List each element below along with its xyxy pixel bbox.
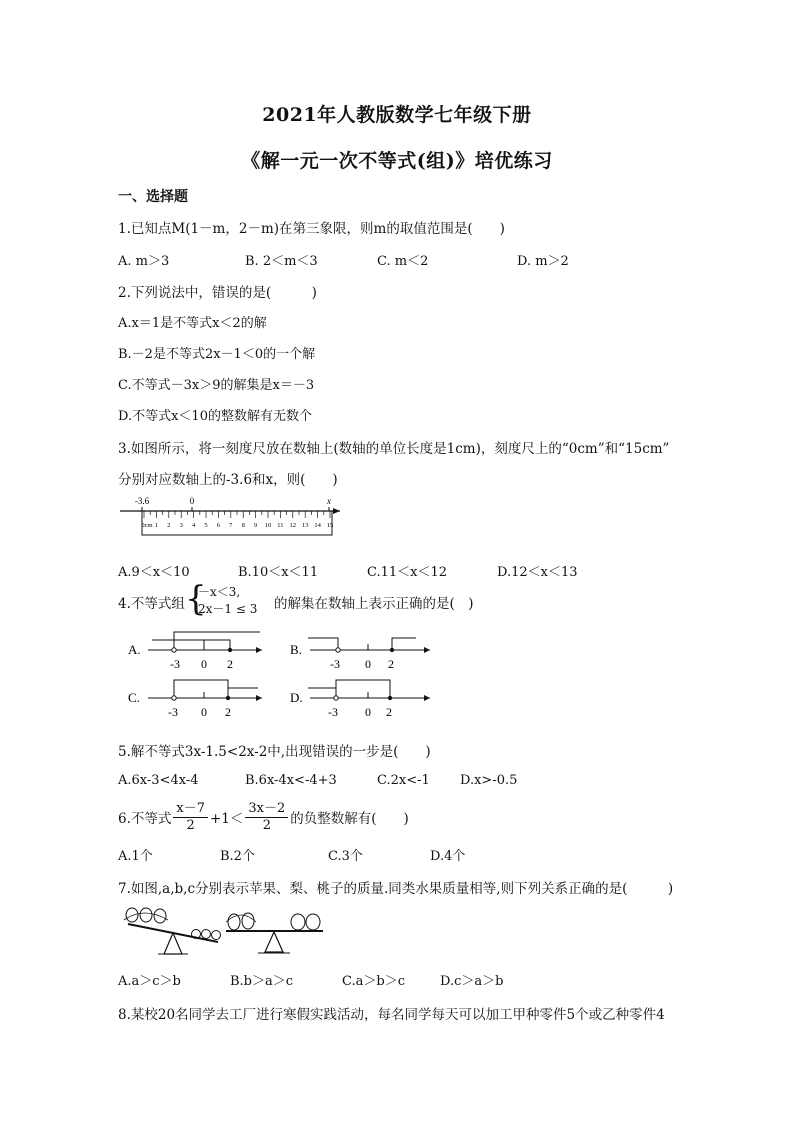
peach-icon <box>212 931 221 940</box>
ruler-label: 11 <box>277 522 284 529</box>
fig-b-ray-left <box>308 638 338 650</box>
q6-fraction-2 <box>245 801 288 834</box>
q2-option-b: B.－2是不等式2x－1＜0的一个解 <box>118 347 316 362</box>
fig-a-open-dot <box>172 648 176 652</box>
q6-option-d: D.4个 <box>430 849 466 864</box>
fig-a-arrow <box>256 647 262 653</box>
fig-b-tick-2: 2 <box>388 657 394 671</box>
ruler-label: 15 <box>326 522 334 529</box>
ruler-label: 13 <box>301 522 309 529</box>
q2-option-c: C.不等式－3x＞9的解集是x＝－3 <box>118 378 315 393</box>
ruler-label: 0cm <box>141 522 153 529</box>
ruler-labels <box>141 522 333 529</box>
fig-b-solid-dot <box>390 648 394 652</box>
q5-option-b: B.6x-4x<-4+3 <box>245 773 337 788</box>
q7-option-c: C.a＞b＞c <box>342 974 405 989</box>
ruler-label: 10 <box>264 522 272 529</box>
fig-b-ray-right <box>392 638 416 650</box>
fig-b-arrow <box>424 647 430 653</box>
ruler-label: 14 <box>314 522 321 529</box>
fig-d-letter: D. <box>290 690 303 705</box>
q7-option-b: B.b＞a＞c <box>230 974 294 989</box>
fig-b-tick-0: 0 <box>365 657 371 671</box>
ruler-label: 9 <box>253 522 258 529</box>
fig-a-tick-minus-3: -3 <box>170 657 180 671</box>
question-8: 8.某校20名同学去工厂进行寒假实践活动，每名同学每天可以加工甲种零件5个或乙种零件4 <box>118 1007 665 1023</box>
q6-option-b: B.2个 <box>220 849 255 864</box>
q6-middle: +1＜ <box>210 811 244 827</box>
q7-option-d: D.c＞a＞b <box>440 974 504 989</box>
fig-a-ray-right <box>152 640 230 650</box>
fig-b-tick-minus-3: -3 <box>330 657 340 671</box>
peach-icon <box>202 930 211 939</box>
fig-d-tick-2: 2 <box>386 705 392 719</box>
ruler-label: 5 <box>204 522 208 529</box>
fig-d-solid-dot <box>388 696 392 700</box>
q3-option-d: D.12＜x＜13 <box>497 565 578 580</box>
fig-a-tick-2: 2 <box>227 657 233 671</box>
q6-option-c: C.3个 <box>328 849 363 864</box>
q3-option-a: A.9＜x＜10 <box>118 565 190 580</box>
question-7: 7.如图,a,b,c分别表示苹果、梨、桃子的质量.同类水果质量相等,则下列关系正确的是( ) <box>118 881 674 897</box>
balance-scales-figure <box>118 902 330 960</box>
fig-c-tick-0: 0 <box>201 705 207 719</box>
ruler-label: 6 <box>216 522 221 529</box>
q5-option-a: A.6x-3<4x-4 <box>118 773 199 788</box>
question-1: 1.已知点M(1－m，2－m)在第三象限，则m的取值范围是( ) <box>118 221 505 237</box>
axis-label-x: x <box>327 496 331 506</box>
fig-c-open-dot <box>172 696 176 700</box>
fig-d-tick-0: 0 <box>365 705 371 719</box>
question-3-line1: 3.如图所示，将一刻度尺放在数轴上(数轴的单位长度是1cm)，刻度尺上的“0cm”和“15cm” <box>118 441 670 457</box>
question-2: 2.下列说法中，错误的是( ) <box>118 285 317 301</box>
ruler-label: 12 <box>289 522 297 529</box>
fig-b-open-dot <box>336 648 340 652</box>
q4-number-line-figures <box>120 622 440 722</box>
q6-fraction-1 <box>173 801 208 834</box>
ruler-label: 2 <box>167 522 171 529</box>
question-4-suffix: 的解集在数轴上表示正确的是( ) <box>274 596 474 612</box>
apple-icon <box>306 914 320 930</box>
fig-a-letter: A. <box>128 642 141 657</box>
q7-option-a: A.a＞c＞b <box>118 974 181 989</box>
left-fulcrum <box>164 933 182 954</box>
question-5: 5.解不等式3x-1.5<2x-2中,出现错误的一步是( ) <box>118 744 431 760</box>
fig-d-ray-middle <box>336 680 390 698</box>
ruler-label: 3 <box>179 522 183 529</box>
ruler-number-line-figure <box>118 494 344 542</box>
fig-d-tick-minus-3: -3 <box>328 705 338 719</box>
q1-option-d: D. m＞2 <box>517 254 569 269</box>
q6-suffix: 的负整数解有( ) <box>290 811 409 827</box>
apple-icon <box>126 908 138 922</box>
ruler-label: 7 <box>229 522 233 529</box>
ruler-label: 8 <box>241 522 245 529</box>
fig-a-solid-dot <box>228 648 232 652</box>
system-line-1: －x＜3, <box>198 585 241 599</box>
fig-c-solid-dot <box>226 696 230 700</box>
fig-c-arrow <box>256 695 262 701</box>
fig-c-tick-minus-3: -3 <box>168 705 178 719</box>
fig-a-ray-left <box>174 632 260 650</box>
fig-d-ray-left <box>308 688 336 698</box>
question-4-prefix: 4.不等式组 <box>118 596 185 612</box>
page-subtitle: 《解一元一次不等式(组)》培优练习 <box>241 150 553 172</box>
system-line-2: 2x－1 ≤ 3 <box>198 602 258 616</box>
fig-a-tick-0: 0 <box>201 657 207 671</box>
q1-option-a: A. m＞3 <box>118 254 170 269</box>
q6-fraction-2-numerator: 3x－2 <box>245 801 288 818</box>
q3-option-c: C.11＜x＜12 <box>367 565 448 580</box>
q6-prefix: 6.不等式 <box>118 811 172 827</box>
number-line-arrow <box>333 508 340 514</box>
axis-label-minus-3-6: -3.6 <box>134 496 150 506</box>
fig-d-arrow <box>424 695 430 701</box>
fig-c-letter: C. <box>128 690 140 705</box>
q6-fraction-2-denominator: 2 <box>262 817 271 833</box>
system-brace: { <box>185 579 207 619</box>
q2-option-a: A.x＝1是不等式x＜2的解 <box>118 316 267 331</box>
ruler-ticks <box>144 511 330 518</box>
fig-d-open-dot <box>334 696 338 700</box>
fig-c-ray-right <box>228 688 258 698</box>
apple-icon <box>140 908 152 922</box>
section-heading: 一、选择题 <box>118 189 188 205</box>
question-6 <box>118 797 409 837</box>
fig-b-letter: B. <box>290 642 302 657</box>
left-balance-scale <box>124 908 221 954</box>
q5-option-d: D.x>-0.5 <box>460 773 518 788</box>
right-balance-scale <box>226 913 323 953</box>
apple-icon-group <box>124 908 168 923</box>
q6-fraction-1-numerator: x－7 <box>173 801 208 818</box>
fig-c-ray-middle <box>174 680 228 698</box>
q6-fraction-1-denominator: 2 <box>186 817 195 833</box>
q6-option-a: A.1个 <box>118 849 153 864</box>
axis-label-zero: 0 <box>189 496 195 506</box>
q5-option-c: C.2x<-1 <box>377 773 430 788</box>
ruler-label: 1 <box>154 522 159 529</box>
apple-icon <box>291 914 305 930</box>
q1-option-b: B. 2＜m＜3 <box>245 254 318 269</box>
page-title: 2021年人教版数学七年级下册 <box>262 104 532 126</box>
right-fulcrum <box>265 932 283 952</box>
q3-option-b: B.10＜x＜11 <box>238 565 319 580</box>
question-3-line2: 分别对应数轴上的-3.6和x，则( ) <box>118 472 338 488</box>
fig-c-tick-2: 2 <box>225 705 231 719</box>
peach-icon-group <box>192 930 221 940</box>
q2-option-d: D.不等式x＜10的整数解有无数个 <box>118 409 312 424</box>
q1-option-c: C. m＜2 <box>377 254 429 269</box>
apple-icon-group-right <box>291 914 320 930</box>
pear-icon-group <box>226 913 256 930</box>
ruler-label: 4 <box>191 522 196 529</box>
